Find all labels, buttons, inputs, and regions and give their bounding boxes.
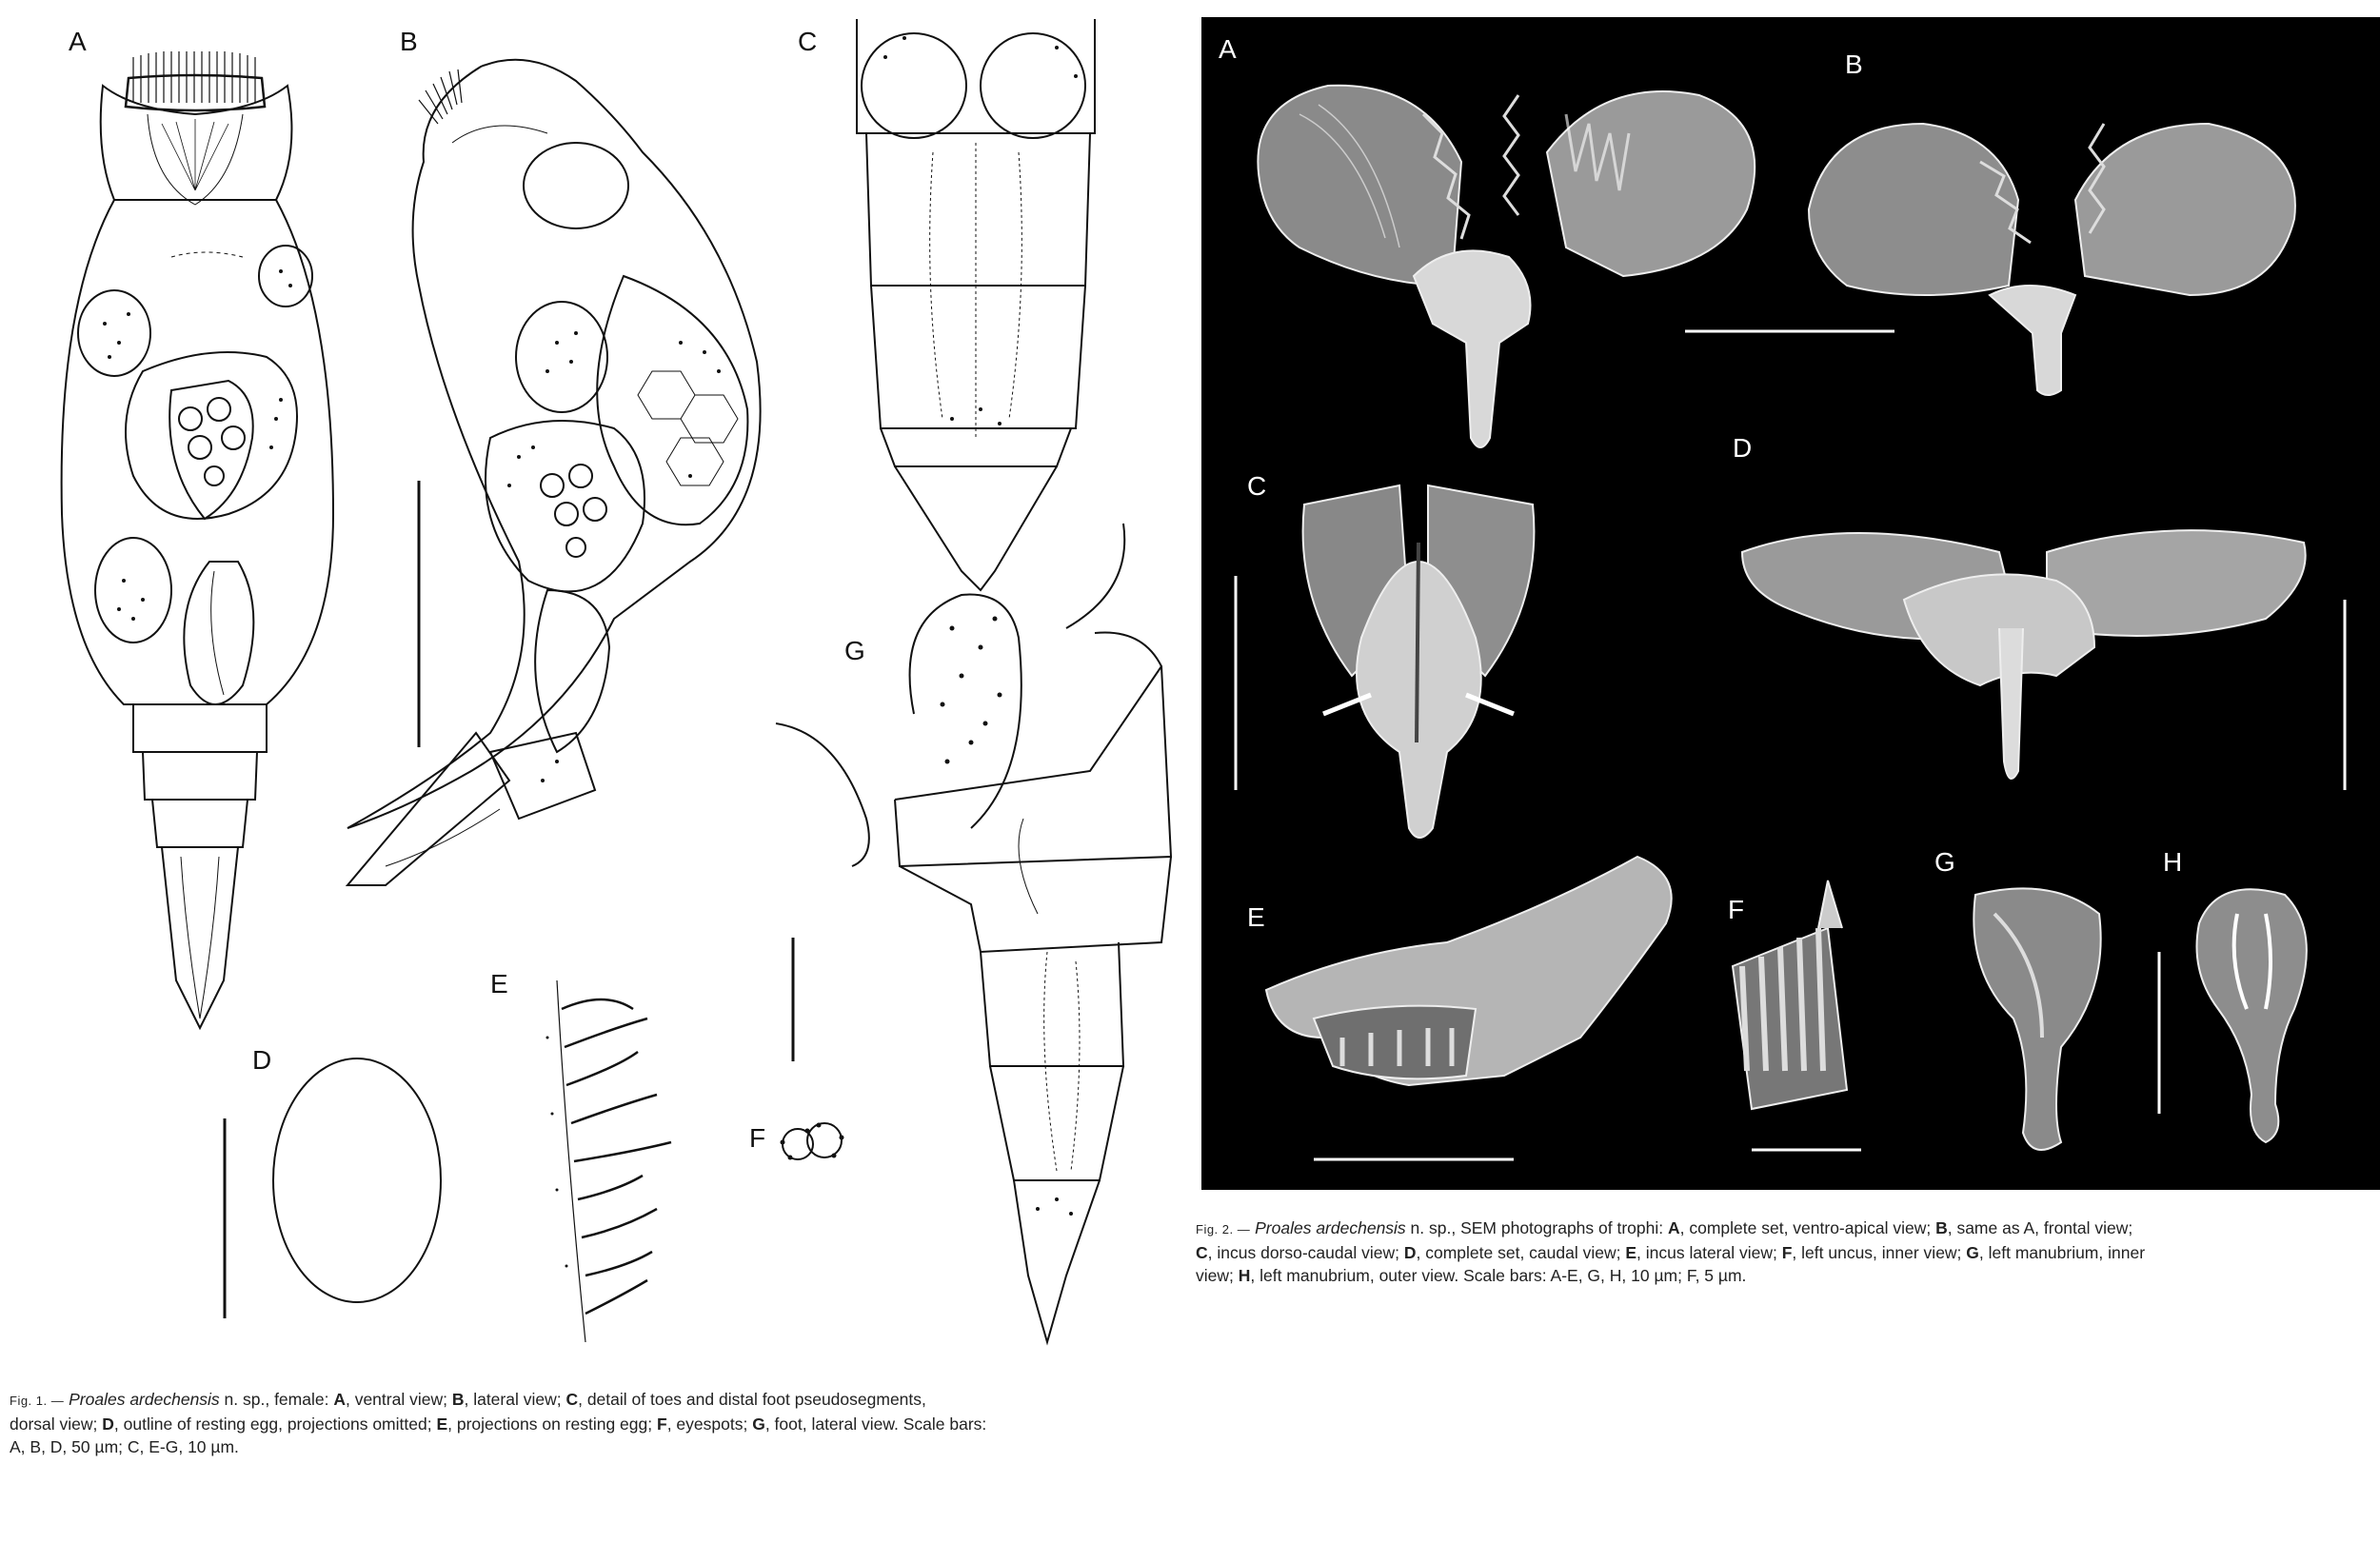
fig2-caption-text: , complete set, caudal view; <box>1416 1243 1626 1262</box>
fig1-label-e: E <box>490 969 508 999</box>
fig2-caption-text: , left manubrium, inner <box>1978 1243 2146 1262</box>
fig1-caption-text: n. sp., female: <box>219 1390 334 1409</box>
sem-c-scale-bar <box>1233 576 1239 790</box>
drawing-e-projections <box>528 980 700 1342</box>
fig1-label-a: A <box>69 27 87 56</box>
sem-g-manubrium-inner <box>1956 876 2128 1161</box>
fig1-caption-species: Proales ardechensis <box>69 1390 220 1409</box>
fig1-caption-key-c: C <box>565 1390 579 1409</box>
fig2-caption-text: view; <box>1196 1266 1239 1285</box>
fig1-caption <box>10 1388 1238 1458</box>
fig1-label-f: F <box>749 1123 766 1153</box>
fig2-caption-text: , left uncus, inner view; <box>1792 1243 1967 1262</box>
sem-e-incus-lateral <box>1238 847 1695 1133</box>
sem-h-manubrium-outer <box>2180 876 2332 1161</box>
fig2-caption-key-b: B <box>1935 1218 1948 1237</box>
fig1-caption-line1 <box>10 1388 1238 1413</box>
fig2-label-h: H <box>2163 847 2183 877</box>
sem-d-scale-bar <box>2342 600 2348 790</box>
fig2-caption-text: , left manubrium, outer view. Scale bars: A-E, G, H, 10 µm; F, 5 µm. <box>1250 1266 1747 1285</box>
fig2-caption-key-h: H <box>1238 1266 1251 1285</box>
fig1-caption-prefix: Fig. 1. — <box>10 1394 65 1408</box>
fig2-caption-prefix: Fig. 2. — <box>1196 1222 1251 1236</box>
sem-a-complete-set <box>1204 57 1814 457</box>
fig2-caption-key-c: C <box>1196 1243 1208 1262</box>
fig2-label-d: D <box>1733 433 1753 463</box>
fig2-caption-line1 <box>1196 1217 2380 1241</box>
fig2-caption-key-d: D <box>1403 1243 1417 1262</box>
fig1-label-d: D <box>252 1045 272 1075</box>
fig2-caption-text: , incus lateral view; <box>1636 1243 1782 1262</box>
fig1-caption-key-a: A <box>333 1390 346 1409</box>
fig1-caption-key-d: D <box>102 1414 114 1434</box>
fig1-caption-text: , lateral view; <box>464 1390 566 1409</box>
fig1-caption-line3: A, B, D, 50 µm; C, E-G, 10 µm. <box>10 1437 239 1456</box>
sem-d-caudal-view <box>1733 514 2323 800</box>
fig1-caption-text: , outline of resting egg, projections omitted; <box>113 1414 437 1434</box>
fig2-caption-key-a: A <box>1667 1218 1680 1237</box>
drawing-d-egg-outline <box>262 1047 452 1314</box>
fig1-caption-key-b: B <box>451 1390 465 1409</box>
sem-gh-scale-bar <box>2156 952 2162 1114</box>
fig1-caption-line2 <box>10 1413 1238 1435</box>
fig2-caption-line2 <box>1196 1241 2380 1264</box>
fig1-caption-text: , eyespots; <box>666 1414 753 1434</box>
fig2-label-a: A <box>1219 34 1237 64</box>
fig1-caption-text: , foot, lateral view. Scale bars: <box>764 1414 987 1434</box>
fig2-caption-key-g: G <box>1966 1243 1979 1262</box>
sem-f-left-uncus <box>1714 871 1856 1118</box>
sem-e-scale-bar <box>1314 1157 1514 1162</box>
sem-b-frontal-view <box>1790 67 2323 409</box>
sem-c-incus-dorso-caudal <box>1266 466 1571 866</box>
fig2-label-c: C <box>1247 471 1267 501</box>
fig2-caption-text: , same as A, frontal view; <box>1947 1218 2133 1237</box>
fig2-caption-line3 <box>1196 1264 2380 1287</box>
fig1-label-g: G <box>844 636 865 665</box>
drawing-g-foot-lateral <box>762 514 1200 1352</box>
fig2-caption <box>1196 1217 2380 1287</box>
fig2-caption-text: , incus dorso-caudal view; <box>1207 1243 1404 1262</box>
fig2-label-f: F <box>1728 895 1745 924</box>
fig1-caption-text: , projections on resting egg; <box>447 1414 657 1434</box>
fig1-caption-key-g: G <box>752 1414 765 1434</box>
fig1-caption-text: , ventral view; <box>345 1390 452 1409</box>
fig1-label-c: C <box>798 27 818 56</box>
drawing-b-lateral-view <box>328 29 766 952</box>
fig2-label-b: B <box>1845 49 1863 79</box>
fig1-caption-key-f: F <box>656 1414 667 1434</box>
scale-bar-d <box>222 1118 228 1318</box>
fig1-label-b: B <box>400 27 418 56</box>
sem-f-scale-bar <box>1752 1147 1861 1153</box>
fig1-caption-text: dorsal view; <box>10 1414 103 1434</box>
fig1-caption-text: , detail of toes and distal foot pseudosegments, <box>578 1390 926 1409</box>
fig2-caption-species: Proales ardechensis <box>1255 1218 1406 1237</box>
fig2-label-g: G <box>1934 847 1955 877</box>
fig2-caption-key-e: E <box>1625 1243 1637 1262</box>
fig2-caption-key-f: F <box>1781 1243 1793 1262</box>
fig1-caption-key-e: E <box>436 1414 448 1434</box>
fig2-label-e: E <box>1247 902 1265 932</box>
fig2-caption-text: , complete set, ventro-apical view; <box>1679 1218 1936 1237</box>
fig2-caption-text: n. sp., SEM photographs of trophi: <box>1405 1218 1668 1237</box>
